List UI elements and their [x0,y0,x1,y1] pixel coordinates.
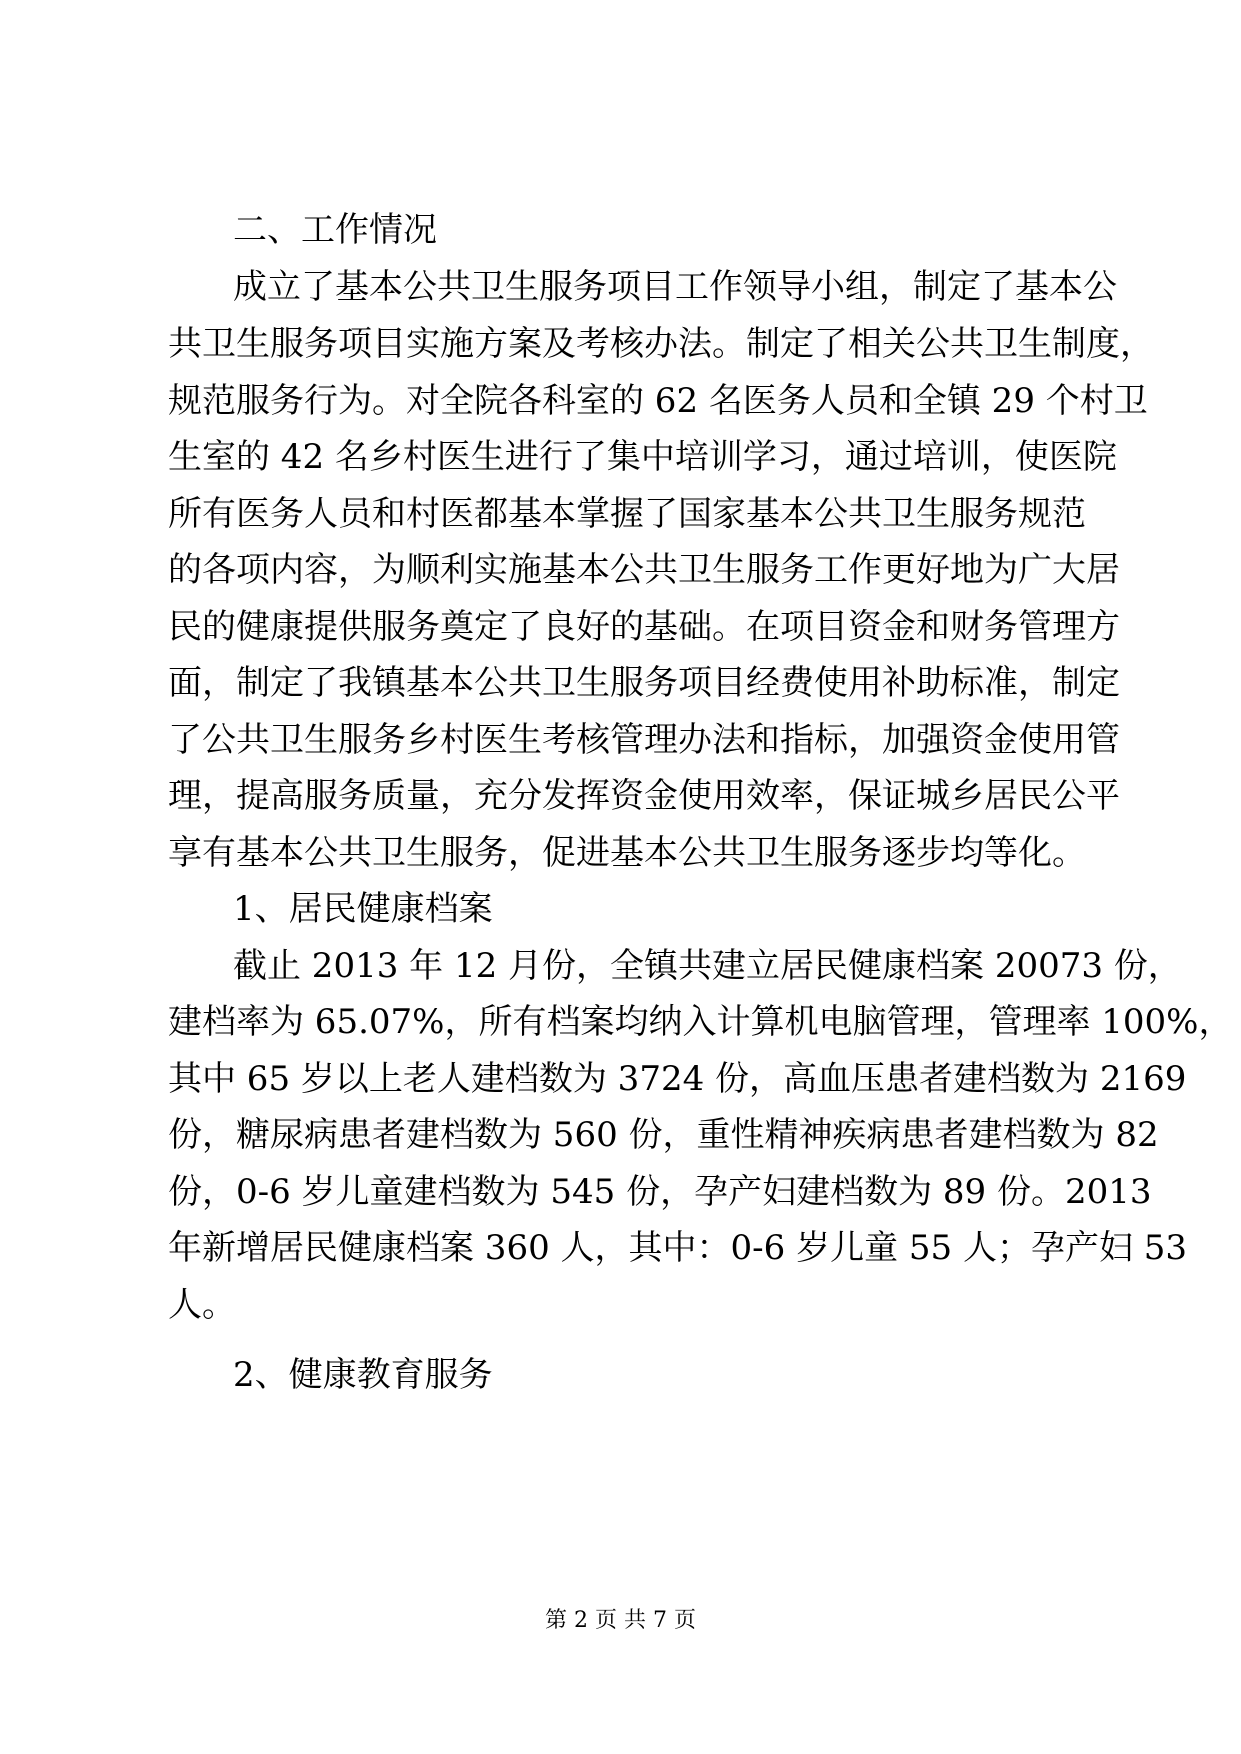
section-heading: 二、工作情况 [233,210,437,250]
paragraph-2-line: 年新增居民健康档案 360 人，其中：0-6 岁儿童 55 人；孕产妇 53 [168,1228,1188,1268]
paragraph-1-line: 理，提高服务质量，充分发挥资金使用效率，保证城乡居民公平 [168,776,1120,816]
paragraph-1-line: 的各项内容，为顺利实施基本公共卫生服务工作更好地为广大居 [168,550,1120,590]
paragraph-2-line: 人。 [168,1285,236,1325]
page-footer: 第 2 页 共 7 页 [545,1608,696,1633]
paragraph-1-line: 面，制定了我镇基本公共卫生服务项目经费使用补助标准，制定 [168,663,1120,703]
subheading-health-records: 1、居民健康档案 [233,889,493,929]
paragraph-2-line: 其中 65 岁以上老人建档数为 3724 份，高血压患者建档数为 2169 [168,1059,1187,1099]
paragraph-1-line: 所有医务人员和村医都基本掌握了国家基本公共卫生服务规范 [168,494,1086,534]
paragraph-2-line: 建档率为 65.07%，所有档案均纳入计算机电脑管理，管理率 100%， [168,1002,1233,1042]
paragraph-1-line: 享有基本公共卫生服务，促进基本公共卫生服务逐步均等化。 [168,833,1086,873]
paragraph-2-line: 份，糖尿病患者建档数为 560 份，重性精神疾病患者建档数为 82 [168,1115,1159,1155]
paragraph-1-line: 共卫生服务项目实施方案及考核办法。制定了相关公共卫生制度， [168,324,1154,364]
subheading-health-education: 2、健康教育服务 [233,1355,493,1395]
paragraph-1-line: 民的健康提供服务奠定了良好的基础。在项目资金和财务管理方 [168,607,1120,647]
paragraph-1-line: 生室的 42 名乡村医生进行了集中培训学习，通过培训，使医院 [168,437,1117,477]
paragraph-1-line: 规范服务行为。对全院各科室的 62 名医务人员和全镇 29 个村卫 [168,381,1148,421]
paragraph-1-line: 了公共卫生服务乡村医生考核管理办法和指标，加强资金使用管 [168,720,1120,760]
paragraph-2-line: 份，0-6 岁儿童建档数为 545 份，孕产妇建档数为 89 份。2013 [168,1172,1152,1212]
paragraph-2-line: 截止 2013 年 12 月份，全镇共建立居民健康档案 20073 份， [233,946,1182,986]
paragraph-1-line: 成立了基本公共卫生服务项目工作领导小组，制定了基本公 [233,267,1117,307]
